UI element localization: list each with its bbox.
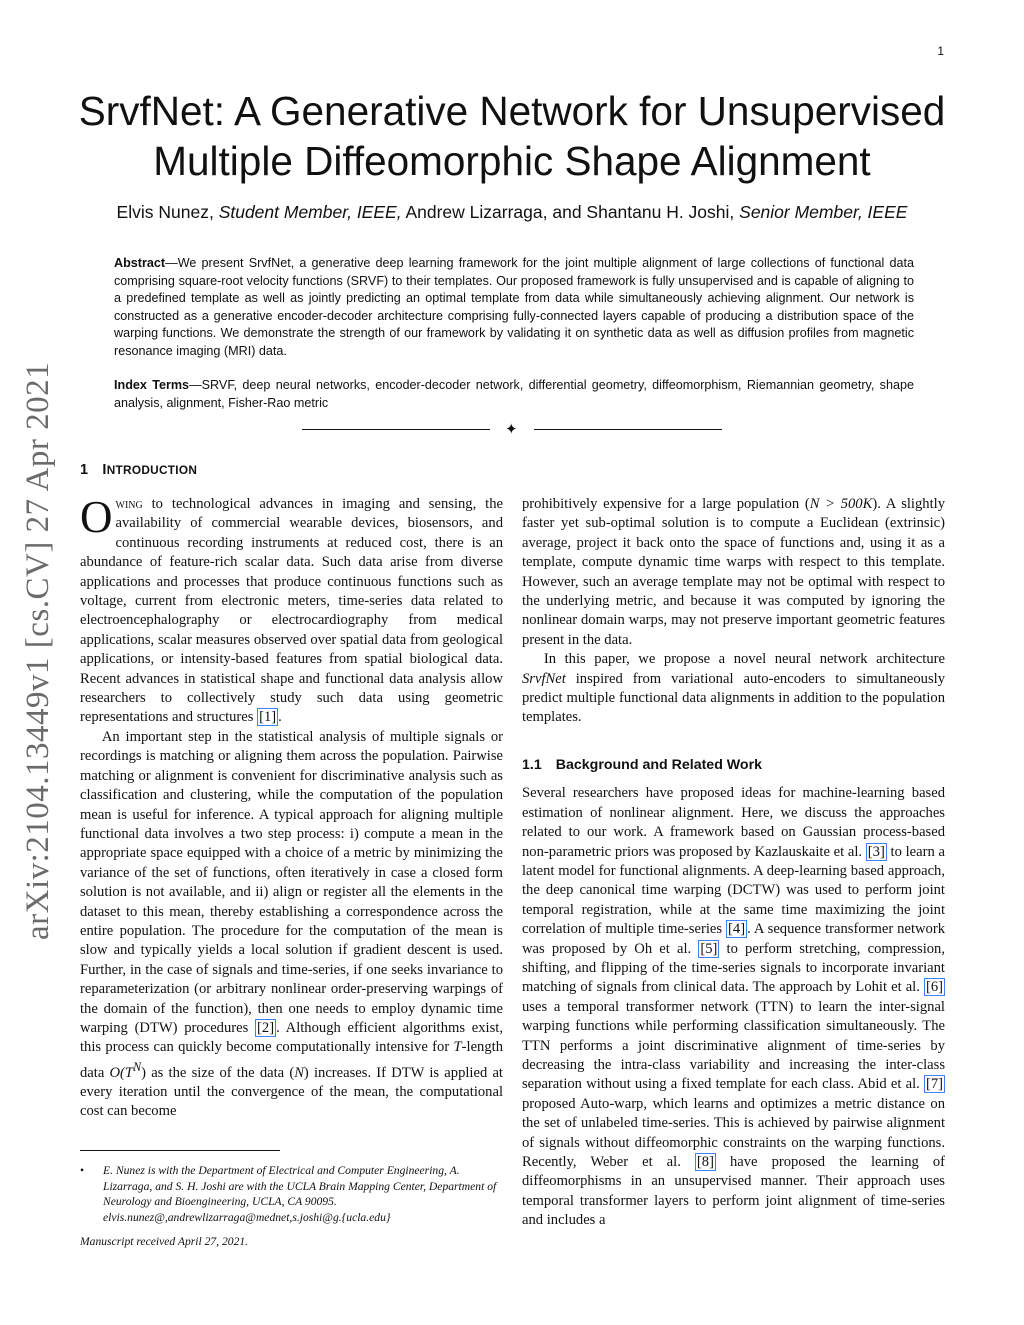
paragraph-text: to learn a latent model for functional alignments. A deep-learning based approach, the deep canonical time warping (DCTW) was used to perform joint temporal registration, while at the same time maximizing the joint correlation of multiple time-series: [522, 843, 945, 938]
author-list: [40, 202, 984, 223]
paragraph-text: -length data: [80, 1039, 503, 1081]
section-divider: [302, 422, 722, 438]
paragraph-text: ) increases. If DTW is applied at every iteration until the convergence of the mean, the computational cost can become: [80, 1064, 503, 1120]
citation-link[interactable]: [2]: [257, 1019, 275, 1036]
citation-link[interactable]: [4]: [728, 921, 746, 938]
math-expression-close: ): [141, 1064, 146, 1081]
math-variable: N: [294, 1064, 304, 1081]
paper-title-line-1: SrvfNet: A Generative Network for Unsupervised: [78, 88, 946, 134]
opening-smallcaps: wing: [115, 496, 143, 512]
paragraph-text: . A sequence transformer network was proposed by Oh et al.: [522, 921, 946, 957]
author-1-role: Student Member, IEEE,: [218, 202, 402, 222]
footnote-emails: elvis.nunez@,andrewlizarraga@mednet,s.joshi@g.{ucla.edu}: [103, 1210, 391, 1224]
arxiv-stamp[interactable]: arXiv:2104.13449v1 [cs.CV] 27 Apr 2021: [20, 361, 56, 940]
math-expression: O(T: [109, 1064, 134, 1081]
network-name: SrvfNet: [522, 670, 566, 687]
math-superscript: N: [133, 1059, 142, 1074]
paragraph: [522, 495, 945, 650]
index-terms-label: Index Terms: [114, 378, 190, 392]
index-terms: [114, 377, 914, 412]
footnote-text: E. Nunez is with the Department of Electrical and Computer Engineering, A. Lizarraga, and S. H. Joshi are with the UCLA Brain Mapping Center, Department of Neurology and Bioengineering, UCLA, CA 90095.: [103, 1164, 497, 1209]
section-heading-introduction: [80, 462, 197, 478]
paragraph-text: inspired from variational auto-encoders to simultaneously predict multiple functional data alignments in addition to the population templates.: [522, 670, 945, 726]
abstract-text: —We present SrvfNet, a generative deep learning framework for the joint multiple alignment of large collections of functional data comprising square-root velocity functions (SRVF) to their templates. Our proposed framework is fully unsupervised and is capable of aligning to a predefined template as well as jointly predicting an optimal template from data while simultaneously achieving alignment. Our network is constructed as a generative encoder-decoder architecture comprising fully-connected layers capable of producing a distribution space of the warping functions. We demonstrate the strength of our framework by validating it on synthetic data as well as diffusion profiles from magnetic resonance imaging (MRI) data.: [114, 256, 914, 358]
paragraph-text: as the size of the data (: [146, 1064, 295, 1081]
divider-line-left: [302, 429, 490, 430]
index-terms-text: —SRVF, deep neural networks, encoder-decoder network, differential geometry, diffeomorphism, Riemannian geometry, shape analysis, alignment, Fisher-Rao metric: [114, 378, 914, 410]
author-1: Elvis Nunez,: [116, 202, 214, 222]
citation-link[interactable]: [5]: [700, 940, 718, 957]
right-column: [522, 495, 945, 1231]
author-3-role: Senior Member, IEEE: [739, 202, 908, 222]
manuscript-received-note: Manuscript received April 27, 2021.: [80, 1235, 249, 1248]
divider-line-right: [534, 429, 722, 430]
paragraph-text: In this paper, we propose a novel neural network architecture: [543, 651, 945, 668]
math-expression: N > 500K: [809, 496, 873, 512]
paragraph-text: prohibitively expensive for a large population (: [522, 496, 810, 512]
left-column: [80, 492, 503, 1122]
paragraph: [522, 784, 945, 1230]
abstract-label: Abstract: [114, 256, 166, 270]
section-title-rest: NTRODUCTION: [106, 463, 198, 477]
subsection-title: Background and Related Work: [555, 756, 763, 773]
paragraph-text: to perform stretching, compression, shifting, and flipping of the time-series signals to incorporate invariant matching of signals from clinical data. The approach by Lohit et al.: [522, 940, 946, 996]
subsection-heading-background: [522, 756, 945, 775]
divider-star-icon: ✦: [505, 422, 518, 438]
paragraph: [522, 650, 945, 728]
abstract: [114, 255, 914, 361]
paragraph-text: have proposed the learning of diffeomorphisms in an unsupervised manner. Their approach uses temporal transformer layers to perform joint alignment of time-series and includes a: [522, 1154, 945, 1229]
author-affiliation-footnote: [80, 1163, 503, 1225]
footnote-bullet: •: [80, 1164, 85, 1177]
citation-link[interactable]: [8]: [696, 1154, 714, 1170]
paragraph-text: Several researchers have proposed ideas for machine-learning based estimation of nonlinear alignment. Here, we discuss the approaches related to our work. A framework based on Gaussian process-based non-parametric priors was proposed by Kazlauskaite et al.: [522, 785, 945, 860]
paragraph-text: proposed Auto-warp, which learns and optimizes a metric distance on the set of unlabeled time-series. This is achieved by pairwise alignment of signals without diffeomorphic constraints on the warping functions. Recently, Weber et al.: [522, 1095, 945, 1170]
paragraph-text: to technological advances in imaging and sensing, the availability of commercial wearable devices, biosensors, and continuous recording instruments at reduced cost, there is an abundance of feature-rich scalar data. Such data arise from diverse applications and processes that produce continuous functions such as voltage, current from electronic meters, time-series data related to electroencephalography or electrocardiography from medical applications, scalar measures observed over spatial data from geological applications, or intensity-based features from spatial biological data. Recent advances in statistical shape and functional data analysis allow researchers to collectively study such data using geometric representations and structures: [80, 496, 503, 726]
paragraph-text: An important step in the statistical analysis of multiple signals or recordings is matching or aligning them across the population. Pairwise matching or alignment is convenient for discriminative analysis such as classification and clustering, while the computation of the population mean is useful for inference. A typical approach for aligning multiple functional data involves a two step process: i) compute a mean in the appropriate space equipped with a choice of a metric by minimizing the variance of the set of functions, often iteratively in case a closed form solution is not available, and ii) align or register all the elements in the dataset to this mean, thereby establishing a correspondence across the entire population. The procedure for the computation of the mean is slow and typically yields a local solution if gradient descent is used. Further, in the case of signals and time-series, if one seeks invariance to reparameterization (or arbitrary nonlinear order-preserving warpings of the domain of the function), then one needs to employ dynamic time warping (DTW) procedures: [80, 728, 503, 1036]
subsection-number: 1.1: [522, 756, 542, 773]
citation-link[interactable]: [3]: [867, 843, 885, 860]
math-variable: T: [453, 1039, 462, 1056]
footnote-rule: [80, 1150, 280, 1151]
section-number: 1: [80, 462, 89, 478]
citation-link[interactable]: [6]: [925, 979, 943, 996]
paper-title-line-2: Multiple Diffeomorphic Shape Alignment: [153, 138, 871, 184]
paragraph: [80, 728, 503, 1122]
paragraph: [80, 492, 503, 728]
paragraph-text: ). A slightly faster yet sub-optimal solution is to compute a Euclidean (extrinsic) average, project it back onto the space of functions and, using it as a template, compute dynamic time warps with respect to this template. However, such an average template may not be optimal with respect to the underlying metric, and because it was computed by ignoring the nonlinear domain warps, may not preserve important geometric features present in the data.: [522, 496, 945, 648]
page-number: 1: [937, 44, 944, 58]
dropcap-letter: O: [80, 492, 113, 542]
paragraph-text: .: [278, 709, 282, 726]
paper-title: [60, 86, 964, 186]
section-title-initial: I: [102, 462, 107, 478]
authors-2-3: Andrew Lizarraga, and Shantanu H. Joshi,: [405, 202, 735, 222]
paragraph-text: . Although efficient algorithms exist, this process can quickly become computationally intensive for: [80, 1019, 503, 1056]
paragraph-text: uses a temporal transformer network (TTN) to learn the inter-signal warping functions while performing classification simultaneously. The TTN performs a joint discriminative alignment of time-series by decreasing the intra-class variability and increasing the inter-class separation without using a fixed template for each class. Abid et al.: [522, 998, 945, 1093]
citation-link[interactable]: [1]: [259, 709, 277, 726]
citation-link[interactable]: [7]: [925, 1076, 943, 1093]
